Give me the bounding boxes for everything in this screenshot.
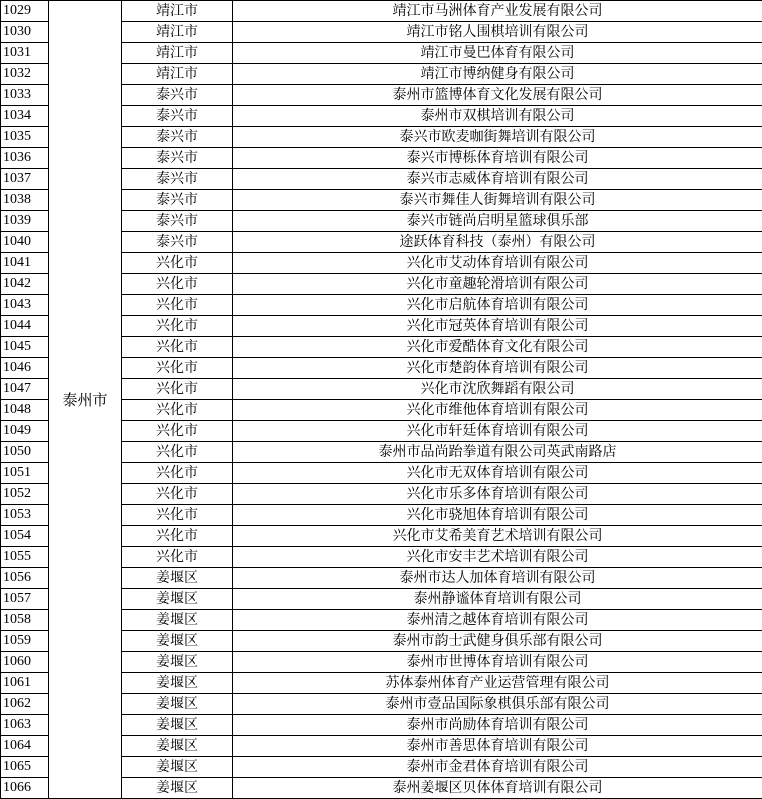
table-row [1, 1, 762, 22]
district-cell: 兴化市 [122, 253, 233, 274]
district-cell: 姜堰区 [122, 610, 233, 631]
row-number: 1053 [1, 505, 49, 526]
district-cell: 姜堰区 [122, 589, 233, 610]
district-cell: 姜堰区 [122, 778, 233, 799]
district-cell: 姜堰区 [122, 694, 233, 715]
district-cell: 兴化市 [122, 274, 233, 295]
row-number: 1063 [1, 715, 49, 736]
organization-name-cell: 兴化市楚韵体育培训有限公司 [233, 358, 762, 379]
district-cell: 泰兴市 [122, 106, 233, 127]
row-number: 1037 [1, 169, 49, 190]
organization-name-cell: 兴化市乐多体育培训有限公司 [233, 484, 762, 505]
organization-name-cell: 泰州市韵士武健身俱乐部有限公司 [233, 631, 762, 652]
organization-name-cell: 兴化市沈欣舞蹈有限公司 [233, 379, 762, 400]
organization-name-cell: 兴化市冠英体育培训有限公司 [233, 316, 762, 337]
row-number: 1049 [1, 421, 49, 442]
organization-name-cell: 兴化市维他体育培训有限公司 [233, 400, 762, 421]
row-number: 1051 [1, 463, 49, 484]
organization-name-cell: 泰州静谧体育培训有限公司 [233, 589, 762, 610]
row-number: 1050 [1, 442, 49, 463]
organization-name-cell: 泰兴市舞佳人街舞培训有限公司 [233, 190, 762, 211]
row-number: 1048 [1, 400, 49, 421]
row-number: 1034 [1, 106, 49, 127]
row-number: 1042 [1, 274, 49, 295]
row-number: 1066 [1, 778, 49, 799]
row-number: 1029 [1, 1, 49, 22]
organization-name-cell: 泰州市尚励体育培训有限公司 [233, 715, 762, 736]
row-number: 1059 [1, 631, 49, 652]
organization-name-cell: 泰州市世博体育培训有限公司 [233, 652, 762, 673]
row-number: 1040 [1, 232, 49, 253]
district-cell: 泰兴市 [122, 190, 233, 211]
district-cell: 泰兴市 [122, 232, 233, 253]
row-number: 1056 [1, 568, 49, 589]
district-cell: 兴化市 [122, 421, 233, 442]
district-cell: 靖江市 [122, 1, 233, 22]
organization-name-cell: 泰州市品尚跆拳道有限公司英武南路店 [233, 442, 762, 463]
organization-name-cell: 泰州市双棋培训有限公司 [233, 106, 762, 127]
district-cell: 泰兴市 [122, 169, 233, 190]
row-number: 1041 [1, 253, 49, 274]
district-cell: 靖江市 [122, 22, 233, 43]
organization-name-cell: 泰州市篮博体育文化发展有限公司 [233, 85, 762, 106]
district-cell: 兴化市 [122, 463, 233, 484]
organization-name-cell: 兴化市启航体育培训有限公司 [233, 295, 762, 316]
district-cell: 靖江市 [122, 43, 233, 64]
table-body [1, 1, 762, 799]
district-cell: 兴化市 [122, 316, 233, 337]
district-cell: 兴化市 [122, 547, 233, 568]
organization-name-cell: 泰州市达人加体育培训有限公司 [233, 568, 762, 589]
organization-name-cell: 泰州清之越体育培训有限公司 [233, 610, 762, 631]
row-number: 1061 [1, 673, 49, 694]
district-cell: 姜堰区 [122, 715, 233, 736]
organization-name-cell: 泰州姜堰区贝体体育培训有限公司 [233, 778, 762, 799]
district-cell: 泰兴市 [122, 211, 233, 232]
organization-name-cell: 兴化市骁旭体育培训有限公司 [233, 505, 762, 526]
organization-name-cell: 泰兴市志威体育培训有限公司 [233, 169, 762, 190]
organization-name-cell: 兴化市无双体育培训有限公司 [233, 463, 762, 484]
row-number: 1058 [1, 610, 49, 631]
organization-name-cell: 兴化市艾希美育艺术培训有限公司 [233, 526, 762, 547]
district-cell: 姜堰区 [122, 652, 233, 673]
district-cell: 泰兴市 [122, 127, 233, 148]
row-number: 1060 [1, 652, 49, 673]
organization-name-cell: 靖江市曼巴体育有限公司 [233, 43, 762, 64]
row-number: 1057 [1, 589, 49, 610]
organization-name-cell: 泰州市壹品国际象棋俱乐部有限公司 [233, 694, 762, 715]
organization-name-cell: 泰州市善思体育培训有限公司 [233, 736, 762, 757]
organization-name-cell: 兴化市童趣轮滑培训有限公司 [233, 274, 762, 295]
district-cell: 姜堰区 [122, 736, 233, 757]
district-cell: 泰兴市 [122, 85, 233, 106]
organization-name-cell: 途跃体育科技（泰州）有限公司 [233, 232, 762, 253]
row-number: 1044 [1, 316, 49, 337]
row-number: 1052 [1, 484, 49, 505]
district-cell: 兴化市 [122, 505, 233, 526]
row-number: 1031 [1, 43, 49, 64]
row-number: 1030 [1, 22, 49, 43]
district-cell: 兴化市 [122, 400, 233, 421]
district-cell: 兴化市 [122, 484, 233, 505]
row-number: 1039 [1, 211, 49, 232]
organization-name-cell: 泰兴市博栎体育培训有限公司 [233, 148, 762, 169]
organization-name-cell: 靖江市博纳健身有限公司 [233, 64, 762, 85]
organization-name-cell: 苏体泰州体育产业运营管理有限公司 [233, 673, 762, 694]
district-cell: 兴化市 [122, 379, 233, 400]
row-number: 1035 [1, 127, 49, 148]
row-number: 1032 [1, 64, 49, 85]
organization-name-cell: 靖江市马洲体育产业发展有限公司 [233, 1, 762, 22]
row-number: 1055 [1, 547, 49, 568]
row-number: 1065 [1, 757, 49, 778]
district-cell: 兴化市 [122, 526, 233, 547]
organization-name-cell: 兴化市轩廷体育培训有限公司 [233, 421, 762, 442]
row-number: 1043 [1, 295, 49, 316]
row-number: 1062 [1, 694, 49, 715]
row-number: 1036 [1, 148, 49, 169]
organization-name-cell: 靖江市铭人围棋培训有限公司 [233, 22, 762, 43]
district-cell: 兴化市 [122, 442, 233, 463]
district-cell: 姜堰区 [122, 673, 233, 694]
row-number: 1033 [1, 85, 49, 106]
organization-name-cell: 兴化市艾动体育培训有限公司 [233, 253, 762, 274]
district-cell: 兴化市 [122, 295, 233, 316]
district-cell: 泰兴市 [122, 148, 233, 169]
organization-name-cell: 泰兴市欧麦咖街舞培训有限公司 [233, 127, 762, 148]
organization-name-cell: 兴化市爱酷体育文化有限公司 [233, 337, 762, 358]
district-cell: 兴化市 [122, 358, 233, 379]
city-cell: 泰州市 [49, 1, 122, 799]
district-cell: 姜堰区 [122, 568, 233, 589]
organization-name-cell: 泰州市金君体育培训有限公司 [233, 757, 762, 778]
organization-name-cell: 泰兴市链尚启明星篮球俱乐部 [233, 211, 762, 232]
row-number: 1038 [1, 190, 49, 211]
district-cell: 靖江市 [122, 64, 233, 85]
row-number: 1046 [1, 358, 49, 379]
row-number: 1054 [1, 526, 49, 547]
district-cell: 姜堰区 [122, 631, 233, 652]
organization-name-cell: 兴化市安丰艺术培训有限公司 [233, 547, 762, 568]
row-number: 1047 [1, 379, 49, 400]
row-number: 1064 [1, 736, 49, 757]
district-cell: 姜堰区 [122, 757, 233, 778]
district-cell: 兴化市 [122, 337, 233, 358]
row-number: 1045 [1, 337, 49, 358]
